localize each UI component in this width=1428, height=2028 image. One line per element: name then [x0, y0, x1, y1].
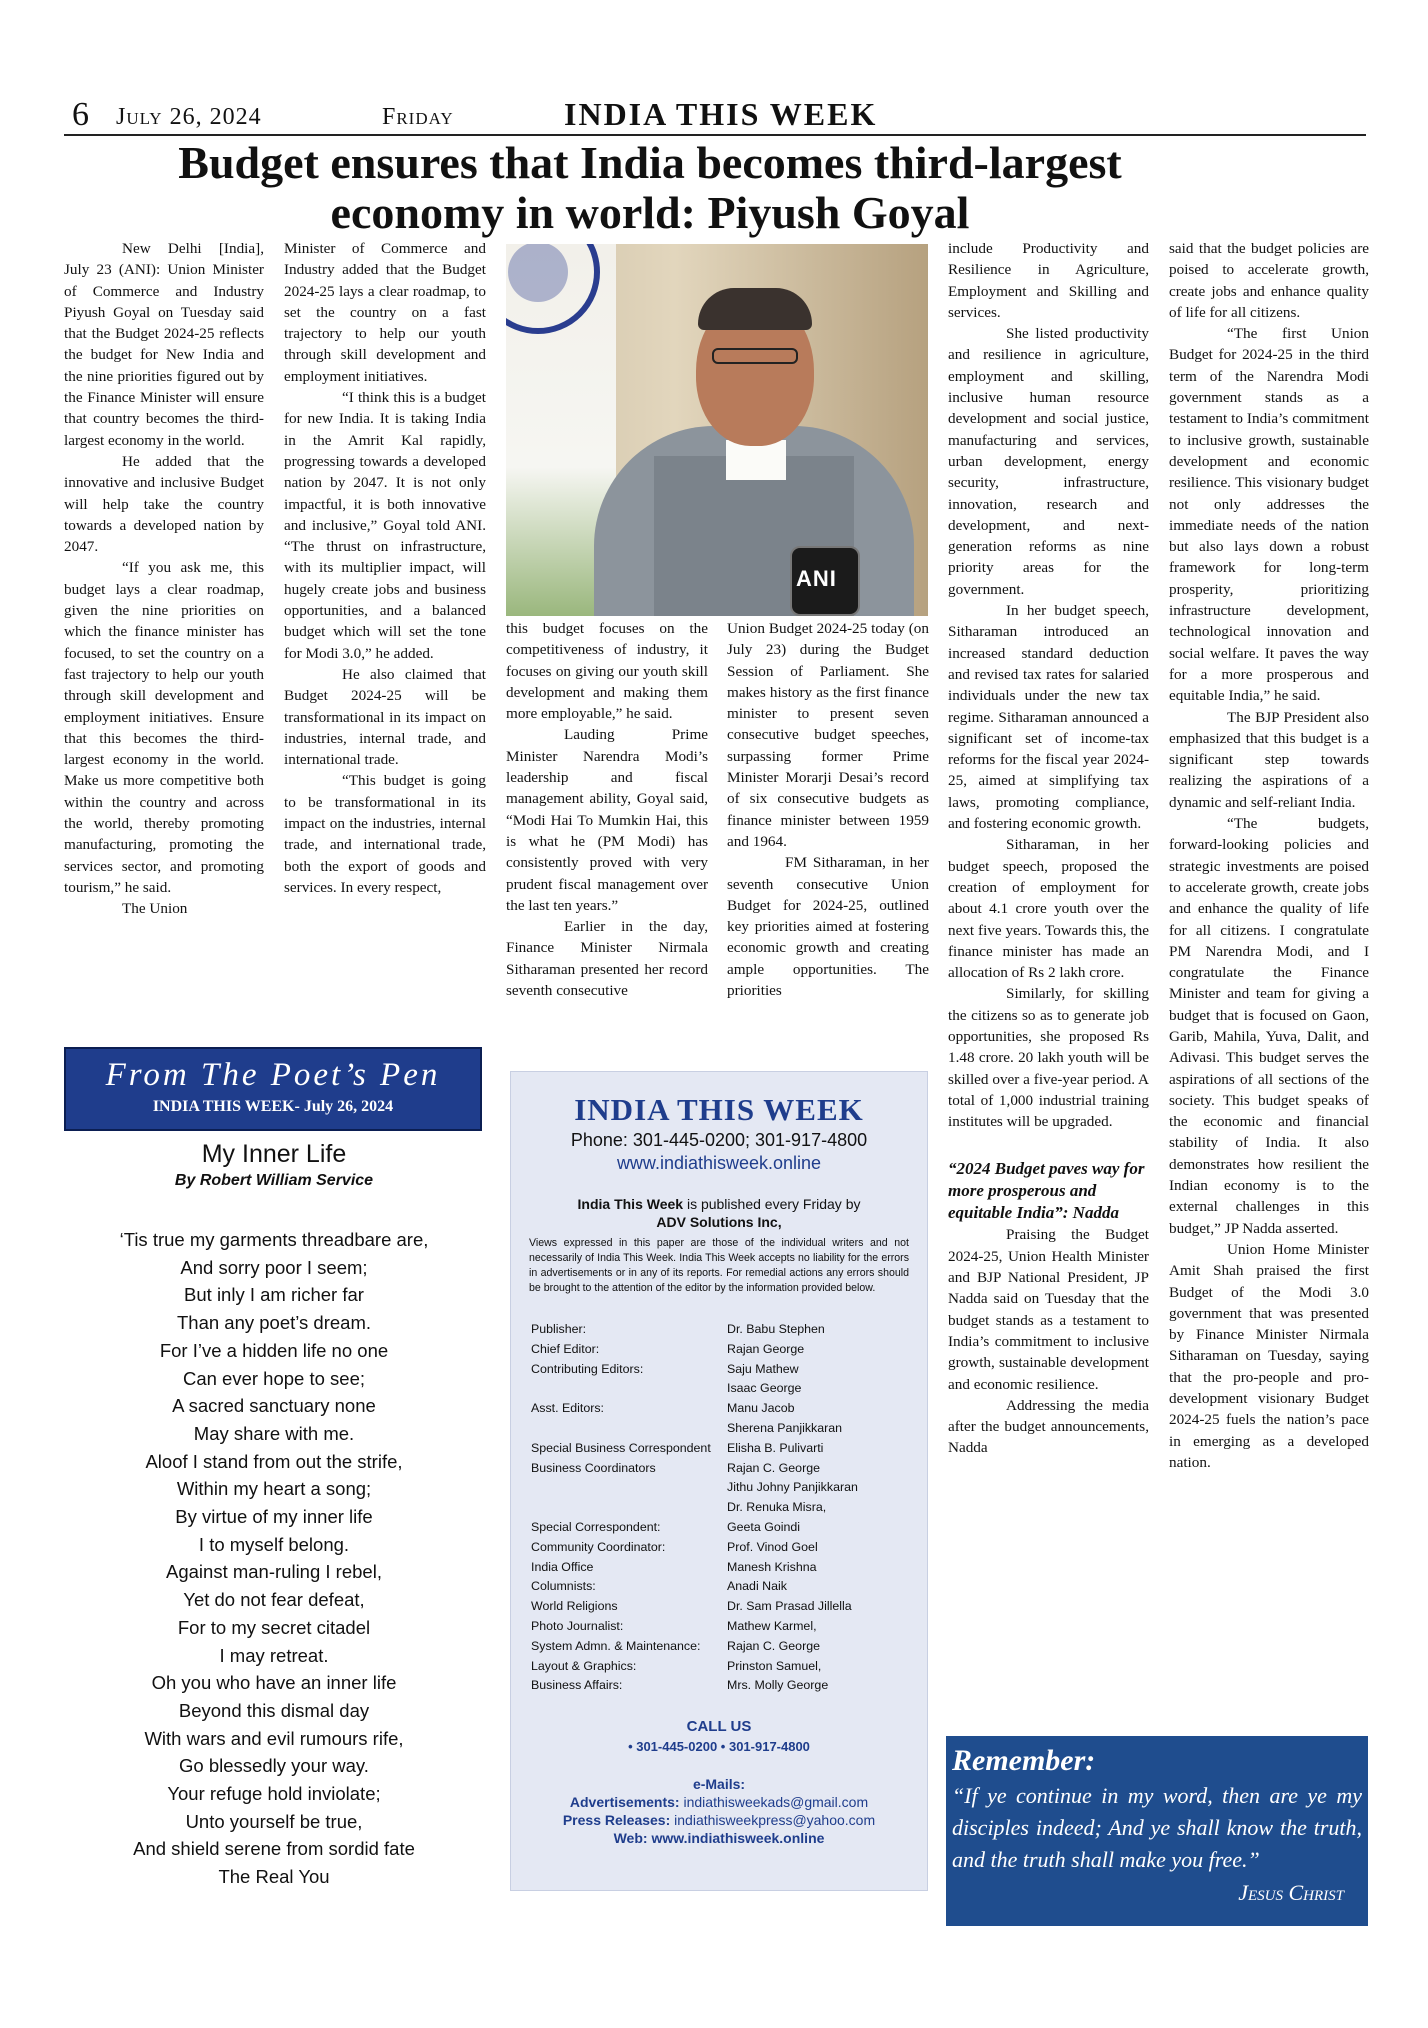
poem-line: A sacred sanctuary none: [172, 1395, 376, 1417]
article-paragraph: He also claimed that Budget 2024-25 will be transformational in its impact on industries, internal trade, and international trade.: [284, 665, 486, 769]
staff-name: Isaac George: [727, 1381, 802, 1396]
staff-row: [531, 1379, 927, 1399]
staff-name: Manesh Krishna: [727, 1559, 817, 1574]
poem-line: Can ever hope to see;: [182, 1367, 366, 1389]
article-paragraph: said that the budget policies are poised to accelerate growth, create jobs and enhance quality of life for all citizens.: [1169, 240, 1369, 321]
article-paragraph: Addressing the media after the budget announcements, Nadda: [948, 1396, 1149, 1457]
poem-line: Against man-ruling I rebel,: [166, 1561, 382, 1583]
staff-role: World Religions: [531, 1599, 618, 1614]
press-email-label: Press Releases:: [562, 1812, 671, 1829]
staff-name: Dr. Babu Stephen: [727, 1322, 825, 1336]
article-paragraph: Minister of Commerce and Industry added that the Budget 2024-25 lays a clear roadmap, to set the country on a fast trajectory to help our youth through skill development and employment initiatives.: [284, 240, 486, 385]
staff-role: Contributing Editors:: [531, 1361, 644, 1376]
staff-row: [531, 1459, 927, 1479]
info-publisher-company: ADV Solutions Inc,: [656, 1214, 782, 1230]
issue-day: Friday: [382, 104, 454, 130]
info-disclaimer: Views expressed in this paper are those of the individual writers and not necessarily of India This Week. India This Week accepts no liability for the errors in advertisements or in any of its reports. For remedial actions any errors should be brought to the attention of the editor by the information provided below.: [529, 1237, 909, 1294]
remember-author: Jesus Christ: [1238, 1880, 1344, 1905]
article-paragraph: this budget focuses on the competitiveness of industry, it focuses on giving our youth skill development and making them more employable,” he said.: [506, 620, 708, 723]
article-paragraph: The BJP President also emphasized that this budget is a significant step towards realizing the aspirations of a dynamic and self-reliant India.: [1169, 708, 1369, 811]
staff-role: [531, 1478, 727, 1498]
poem-line: I may retreat.: [219, 1644, 329, 1666]
photo-badge: ANI: [796, 566, 837, 591]
poem-body: [64, 1226, 484, 1891]
article-paragraph: Earlier in the day, Finance Minister Nirmala Sitharaman presented her record seventh consecutive: [506, 918, 708, 1000]
staff-role: India Office: [531, 1559, 594, 1574]
article-paragraph: She listed productivity and resilience in agriculture, employment and skilling, inclusive human resource development and social justice, manufacturing and services, urban development, energy security, infrastructure, innovation, research and development, and next-generation reforms as nine priority areas for the government.: [948, 325, 1149, 598]
info-pub-text: is published every Friday by: [683, 1196, 861, 1212]
callus-numbers: • 301-445-0200 • 301-917-4800: [628, 1739, 810, 1755]
staff-role: Business Affairs:: [531, 1678, 623, 1693]
staff-name: Rajan C. George: [727, 1460, 820, 1475]
staff-role: Publisher:: [531, 1322, 587, 1336]
staff-row: [531, 1498, 927, 1518]
poem-line: And sorry poor I seem;: [180, 1256, 368, 1278]
staff-row: [531, 1597, 927, 1617]
info-published-line: [511, 1196, 927, 1212]
poem-line: Within my heart a song;: [176, 1478, 372, 1500]
article-paragraph: New Delhi [India], July 23 (ANI): Union Minister of Commerce and Industry Piyush Goyal on Tuesday said that the Budget 2024-25 reflects the budget for New India and the nine priorities figured out by the Finance Minister will ensure that country becomes the third-largest economy in the world.: [64, 240, 264, 449]
staff-name: Rajan C. George: [727, 1638, 820, 1653]
article-paragraph: include Productivity and Resilience in Agriculture, Employment and Skilling and services.: [948, 240, 1149, 321]
info-pub-name: India This Week: [577, 1196, 684, 1212]
staff-row: [531, 1478, 927, 1498]
remember-title: Remember:: [952, 1744, 1096, 1777]
staff-role: [531, 1419, 727, 1439]
article-subheading: “2024 Budget paves way for more prosperous and equitable India”: Nadda: [948, 1159, 1145, 1223]
masthead: [64, 94, 1366, 136]
staff-role: System Admn. & Maintenance:: [531, 1638, 701, 1653]
poem-line: And shield serene from sordid fate: [133, 1838, 415, 1860]
poem-line: ‘Tis true my garments threadbare are,: [119, 1229, 429, 1250]
staff-row: [531, 1657, 927, 1677]
paper-name: INDIA THIS WEEK: [564, 96, 878, 132]
staff-role: Business Coordinators: [531, 1460, 656, 1475]
staff-name: Jithu Johny Panjikkaran: [727, 1480, 858, 1495]
staff-name: Manu Jacob: [727, 1401, 795, 1416]
info-title: INDIA THIS WEEK: [574, 1092, 864, 1127]
article-column-3: [506, 618, 708, 1001]
article-column-5: [948, 238, 1149, 1459]
staff-role: Layout & Graphics:: [531, 1658, 637, 1673]
poem-line: Unto yourself be true,: [185, 1810, 363, 1832]
web-link-text[interactable]: Web: www.indiathisweek.online: [613, 1830, 825, 1847]
article-paragraph: Union Home Minister Amit Shah praised the first Budget of the Modi 3.0 government that was presented by Finance Minister Nirmala Sitharaman on Tuesday, saying that the pro-people and pro-development visionary Budget 2024-25 fuels the nation’s pace in emerging as a developed nation.: [1169, 1240, 1369, 1471]
article-paragraph: “The first Union Budget for 2024-25 in the third term of the Narendra Modi government stands as a testament to India’s commitment to inclusive growth, sustainable development and economic resilience. This visionary budget not only addresses the immediate needs of the nation but also lays down a robust framework for long-term prosperity, prioritizing infrastructure development, technological innovation and social welfare. It paves the way for a more prosperous and equitable India,” he said.: [1169, 325, 1369, 705]
staff-role: Chief Editor:: [531, 1341, 600, 1356]
staff-name: Prinston Samuel,: [727, 1658, 822, 1673]
staff-role: Special Correspondent:: [531, 1519, 661, 1534]
staff-role: Community Coordinator:: [531, 1539, 666, 1554]
article-paragraph: “This budget is going to be transformational in its impact on the industries, internal trade, and international trade, both the export of goods and services. In every respect,: [284, 772, 486, 896]
article-paragraph: “The budgets, forward-looking policies and strategic investments are poised to accelerate growth, create jobs and enhance the quality of life for all citizens. I congratulate PM Narendra Modi, and I congratulate the Finance Minister and team for giving a budget that is focused on Gaon, Garib, Mahila, Yuva, Dalit, and Adivasi. This budget serves the aspirations of all sections of the society. This budget speaks of the economic and financial stability of India. It also demonstrates how resilient the Indian economy is to the external challenges in this budget,” JP Nadda asserted.: [1169, 815, 1369, 1237]
article-paragraph: Union Budget 2024-25 today (on July 23) during the Budget Session of Parliament. She makes history as the first finance minister to present seven consecutive budget speeches, surpassing former Prime Minister Morarji Desai’s record of six consecutive budgets as finance minister between 1959 and 1964.: [727, 620, 929, 850]
article-headline: Budget ensures that India becomes third-largest economy in world: Piyush Goyal: [178, 137, 1122, 238]
article-paragraph: In her budget speech, Sitharaman introduced an increased standard deduction and revised tax rates for salaried individuals under the new tax regime. Sitharaman announced a significant set of income-tax reforms for the fiscal year 2024-25, aimed at simplifying tax laws, promoting compliance, and fostering economic growth.: [948, 602, 1149, 833]
poem-line: Oh you who have an inner life: [151, 1672, 397, 1694]
poem-line: With wars and evil rumours rife,: [144, 1727, 404, 1749]
poem-line: The Real You: [218, 1866, 330, 1888]
ads-email[interactable]: indiathisweekads@gmail.com: [679, 1794, 869, 1811]
article-column-6: [1169, 238, 1369, 1473]
ads-email-label: Advertisements:: [569, 1794, 680, 1811]
staff-name: Rajan George: [727, 1341, 805, 1356]
staff-row: [531, 1558, 927, 1578]
article-paragraph: “I think this is a budget for new India. It is taking India in the Amrit Kal rapidly, progressing towards a developed nation by 2047. It is not only impactful, it is both innovative and inclusive,” Goyal told ANI. “The thrust on infrastructure, with its multiplier impact, will hugely create jobs and business opportunities, and a balanced budget which will set the tone for Modi 3.0,” he added.: [284, 389, 486, 662]
article-paragraph: Similarly, for skilling the citizens so as to generate job opportunities, she proposed Rs 1.48 crore. 20 lakh youth will be skilled over a five-year period. A total of 1,000 industrial training institutes will be upgraded.: [948, 985, 1149, 1131]
article-column-1: [64, 238, 264, 920]
page-number: 6: [72, 96, 89, 133]
staff-row: [531, 1340, 927, 1360]
staff-role: Columnists:: [531, 1579, 596, 1594]
remember-quote: “If ye continue in my word, then are ye my disciples indeed; And ye shall know the truth, and the truth shall make you free.”: [952, 1783, 1362, 1872]
ads-email-line[interactable]: [511, 1794, 927, 1810]
staff-row: [531, 1617, 927, 1637]
staff-name: Dr. Renuka Misra,: [727, 1500, 827, 1515]
poem-line: But inly I am richer far: [184, 1284, 364, 1306]
article-paragraph: Sitharaman, in her budget speech, proposed the creation of employment for about 4.1 crore youth over the next five years. Towards this, the finance minister has made an allocation of Rs 2 lakh crore.: [948, 836, 1149, 982]
staff-name: Geeta Goindi: [727, 1519, 801, 1534]
poem-author: By Robert William Service: [174, 1172, 374, 1189]
staff-row: [531, 1676, 927, 1696]
staff-role: [531, 1498, 727, 1518]
staff-row: [531, 1360, 927, 1380]
poem-line: Aloof I stand from out the strife,: [145, 1450, 403, 1472]
press-email[interactable]: indiathisweekpress@yahoo.com: [670, 1812, 876, 1829]
staff-row: [531, 1637, 927, 1657]
staff-role: Asst. Editors:: [531, 1401, 604, 1416]
article-paragraph: FM Sitharaman, in her seventh consecutive Union Budget for 2024-25, outlined key priorities aimed at fostering economic growth and creating ample opportunities. The priorities: [727, 854, 929, 1000]
staff-row: [531, 1399, 927, 1419]
staff-role: [531, 1379, 727, 1399]
article-paragraph: Lauding Prime Minister Narendra Modi’s leadership and fiscal management ability, Goyal said, “Modi Hai To Mumkin Hai, this is what he (PM Modi) has consistently proved with very prudent fiscal management over the last ten years.”: [506, 726, 708, 914]
callus-label: CALL US: [686, 1718, 752, 1736]
article-paragraph: The Union: [122, 900, 188, 918]
web-link[interactable]: [511, 1830, 927, 1846]
poet-section-subtitle: INDIA THIS WEEK- July 26, 2024: [152, 1098, 394, 1115]
poem-line: Yet do not fear defeat,: [183, 1589, 365, 1611]
poem-line: Beyond this dismal day: [178, 1699, 370, 1721]
poem-title: My Inner Life: [201, 1140, 347, 1168]
poem-line: May share with me.: [193, 1422, 355, 1444]
poem-line: For I’ve a hidden life no one: [159, 1339, 389, 1361]
staff-row: [531, 1320, 927, 1340]
article-paragraph: He added that the innovative and inclusive Budget will help take the country towards a developed nation by 2047.: [64, 452, 264, 556]
article-column-2: [284, 238, 486, 898]
staff-row: [531, 1538, 927, 1558]
poem-line: By virtue of my inner life: [175, 1506, 373, 1528]
staff-role: Photo Journalist:: [531, 1618, 624, 1633]
article-paragraph: Praising the Budget 2024-25, Union Health Minister and BJP National President, JP Nadda said on Tuesday that the budget stands as a testament to India’s commitment to inclusive growth, sustainable development and economic resilience.: [948, 1226, 1149, 1393]
publication-info-box: [510, 1071, 928, 1891]
poem-line: For to my secret citadel: [177, 1616, 371, 1638]
poem-line: Than any poet’s dream.: [176, 1312, 372, 1334]
staff-name: Mrs. Molly George: [727, 1678, 829, 1693]
staff-row: [531, 1419, 927, 1439]
staff-name: Elisha B. Pulivarti: [727, 1440, 824, 1455]
staff-row: [531, 1518, 927, 1538]
poet-section-title: From The Poet’s Pen: [105, 1057, 441, 1093]
info-phone: Phone: 301-445-0200; 301-917-4800: [570, 1130, 868, 1150]
poet-section-header: [64, 1047, 482, 1131]
staff-name: Sherena Panjikkaran: [727, 1420, 843, 1435]
staff-name: Anadi Naik: [727, 1579, 787, 1594]
poem-line: Go blessedly your way.: [179, 1755, 369, 1777]
press-email-line[interactable]: [511, 1812, 927, 1828]
staff-list: [531, 1320, 927, 1696]
info-website-link[interactable]: www.indiathisweek.online: [616, 1153, 822, 1173]
staff-role: Special Business Correspondent: [531, 1440, 711, 1455]
remember-box: [946, 1736, 1368, 1926]
article-column-4: [727, 618, 929, 1001]
issue-date: July 26, 2024: [116, 104, 262, 130]
staff-name: Dr. Sam Prasad Jillella: [727, 1599, 852, 1614]
poem-line: I to myself belong.: [198, 1533, 350, 1555]
emails-label: e-Mails:: [692, 1776, 746, 1793]
poem-line: Your refuge hold inviolate;: [167, 1783, 381, 1805]
staff-row: [531, 1439, 927, 1459]
staff-name: Saju Mathew: [727, 1361, 799, 1376]
article-paragraph: “If you ask me, this budget lays a clear roadmap, given the nine priorities on which the finance minister has focused, to set the country on a fast trajectory to help our youth through skill development and employment initiatives. Ensure that this becomes the third-largest economy in the world. Make us more competitive both within the country and across the world, thereby promoting manufacturing, promoting the services sector, and promoting tourism,” he said.: [64, 559, 264, 896]
staff-row: [531, 1577, 927, 1597]
staff-name: Mathew Karmel,: [727, 1618, 817, 1633]
article-photo: [506, 244, 928, 616]
staff-name: Prof. Vinod Goel: [727, 1539, 818, 1554]
